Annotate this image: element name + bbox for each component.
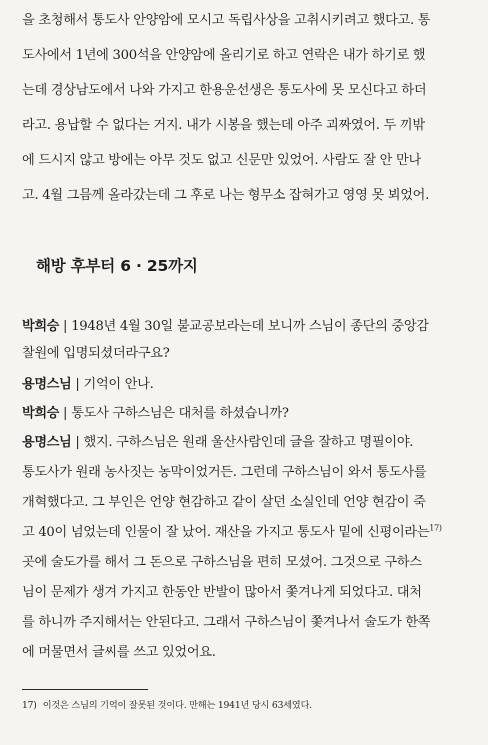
dialogue-continuation: 에 머물면서 글씨를 쓰고 있었어요. xyxy=(22,645,216,660)
footnote-text: 이것은 스님의 기억이 잘못된 것이다. 만해는 1941년 당시 63세였다. xyxy=(42,700,312,711)
speaker-name: 박희승 xyxy=(22,406,60,421)
dialogue-text: 1948년 4월 30일 불교공보라는데 보니까 스님이 종단의 중앙감 xyxy=(71,319,429,334)
dialogue-continuation xyxy=(22,524,442,542)
dialogue-line xyxy=(22,405,289,423)
dialogue-text: 기억이 안나. xyxy=(83,377,154,392)
dialogue-continuation: 개혁했다고. 그 부인은 언양 현감하고 같이 살던 소실인데 언양 현감이 죽 xyxy=(22,495,426,510)
body-text-line: 라고. 용납할 수 없다는 거지. 내가 시봉을 했는데 아주 괴짜였어. 두 끼밖 xyxy=(22,118,425,133)
dialogue-text: 통도사 구하스님은 대처를 하셨습니까? xyxy=(71,406,289,421)
dialogue-continuation: 통도사가 원래 농사짓는 농막이었거든. 그런데 구하스님이 와서 통도사를 xyxy=(22,465,427,480)
body-text-line: 는데 경상남도에서 나와 가지고 한용운선생은 통도사에 못 모신다고 하더 xyxy=(22,83,427,98)
dialogue-continuation: 곳에 술도가를 해서 그 돈으로 구하스님을 편히 모셨어. 그것으로 구하스 xyxy=(22,555,422,570)
section-heading: 해방 후부터 6 · 25까지 xyxy=(36,257,198,275)
body-text-line: 도사에서 1년에 300석을 안양암에 올리기로 하고 연락은 내가 하기로 했 xyxy=(22,48,426,63)
speaker-separator: | xyxy=(75,435,80,450)
dialogue-continuation: 찰원에 입명되셨더라구요? xyxy=(22,346,170,361)
speaker-separator: | xyxy=(63,319,68,334)
dialogue-text: 했지. 구하스님은 원래 울산사람인데 글을 잘하고 명필이야. xyxy=(83,435,414,450)
footnote-divider xyxy=(22,689,148,690)
dialogue-line xyxy=(22,318,429,336)
footnote-reference: 17) xyxy=(429,523,442,533)
body-text-line: 고. 4월 그믐께 올라갔는데 그 후로 나는 형무소 잡혀가고 영영 못 뵈었어. xyxy=(22,188,429,203)
speaker-name: 용명스님 xyxy=(22,435,72,450)
body-text-line: 에 드시지 않고 방에는 아무 것도 없고 신문만 있었어. 사람도 잘 안 만나 xyxy=(22,153,421,168)
footnote-number: 17) xyxy=(22,700,37,711)
dialogue-text: 고 40이 넘었는데 인물이 잘 났어. 재산을 가지고 통도사 밑에 신평이라는 xyxy=(22,525,430,540)
dialogue-continuation: 님이 문제가 생겨 가지고 한동안 반발이 많아서 쫓겨나게 되었다고. 대처 xyxy=(22,585,422,600)
speaker-name: 용명스님 xyxy=(22,377,72,392)
footnote xyxy=(22,699,312,712)
speaker-separator: | xyxy=(75,377,80,392)
speaker-separator: | xyxy=(63,406,68,421)
dialogue-line xyxy=(22,434,413,452)
dialogue-continuation: 를 하니까 주지해서는 안된다고. 그래서 구하스님이 쫓겨나서 술도가 한쪽 xyxy=(22,615,431,630)
speaker-name: 박희승 xyxy=(22,319,60,334)
body-text-line: 을 초청해서 통도사 안양암에 모시고 독립사상을 고취시키려고 했다고. 통 xyxy=(22,13,431,28)
dialogue-line xyxy=(22,376,154,394)
